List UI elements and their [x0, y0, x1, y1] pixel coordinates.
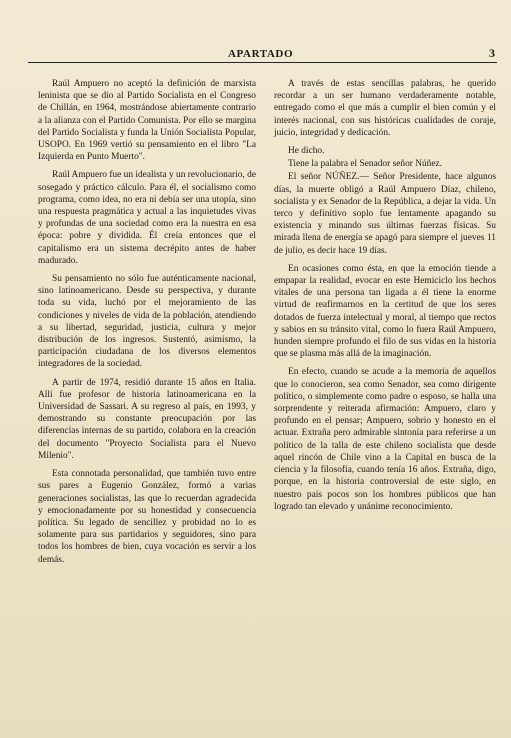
paragraph: Su pensamiento no sólo fue auténticamente nacional, sino latinoamericano. Desde su perspectiva, y durante toda su vida, luchó por el mejoramiento de las condiciones y niveles de vida de la población, atendiendo a su libertad, seguridad, justicia, cultura y mejor distribución de los ingresos. Sustentó, asimismo, la participación ciudadana de los diversos elementos integradores de la sociedad.: [38, 274, 256, 370]
paragraph: Esta connotada personalidad, que también tuvo entre sus pares a Eugenio González, formó a varias generaciones socialistas, las que lo recuerdan agradecida y emocionadamente por su honestidad y consecuencia política. Su legado de sencillez y probidad no lo es solamente para sus partidarios y seguidores, sino para todos los hombres de bien, cuya vocación es servir a los demás.: [38, 469, 256, 565]
paragraph: En ocasiones como ésta, en que la emoción tiende a empapar la realidad, evocar en este Hemiciclo los hechos vitales de una persona tan ligada a él tiene la enorme virtud de reafirmarnos en la certitud de que los seres dotados de fuerza intelectual y moral, al tiempo que rectos y sabios en su tránsito vital, como lo fuera Raúl Ampuero, hunden siempre profundo el filo de sus vidas en la historia que se plasma más allá de la imaginación.: [274, 263, 496, 360]
right-column: [274, 78, 496, 519]
left-column: [38, 78, 256, 572]
paragraph: A través de estas sencillas palabras, he querido recordar a un ser humano verdaderamente notable, entregado como el que más a cumplir el bien común y el interés nacional, con sus históricas cualidades de coraje, juicio, integridad y dedicación.: [274, 79, 496, 138]
paragraph: A partir de 1974, residió durante 15 años en Italia. Allí fue profesor de historia latinoamericana en la Universidad de Sassari. A su regreso al país, en 1993, y demostrando su constante preocupación por las diferencias internas de su partido, colabora en la creación del documento "Proyecto Socialista para el Nuevo Milenio".: [38, 377, 256, 461]
paragraph: Raúl Ampuero fue un idealista y un revolucionario, de sosegado y práctico cálculo. Para él, el socialismo como programa, como idea, no era ni debía ser una utopía, sino una respuesta pragmática y actual a las inquietudes vivas y profundas de una sociedad como era la nuestra en esa época: pobre y dividida. Él creía entonces que el capitalismo era un sistema decrépito antes de haber madurado.: [38, 170, 256, 266]
paragraph: El señor NÚÑEZ.— Señor Presidente, hace algunos días, la muerte obligó a Raúl Ampuero Díaz, chileno, socialista y ex Senador de la República, a dejar la vida. Un terco y definitivo soplo fue lentamente apagando su existencia y minando sus últimas fuerzas físicas. Su mirada llena de energía se apagó para siempre el jueves 11 de julio, es decir hace 19 días.: [274, 172, 496, 256]
paragraph: En efecto, cuando se acude a la memoria de aquellos que lo conocieron, sea como Senador, sea como dirigente político, o simplemente como padre o esposo, se halla una sorprendente y reiterada afirmación: Ampuero, claro y profundo en el pensar; Ampuero, sobrio y honesto en el actuar. Extraña pero admirable sintonía para referirse a un político de la talla de este chileno socialista que desde aquel rincón de Chile vino a la Capital en busca de la ciencia y la filosofía, cuando tenía 16 años. Extraña, digo, porque, en la historia controversial de este siglo, en nuestro país pocos son los hombres públicos que han logrado tan elevado y unánime reconocimiento.: [274, 367, 496, 512]
paragraph: Tiene la palabra el Senador señor Núñez.: [288, 159, 443, 170]
paragraph: Raúl Ampuero no aceptó la definición de marxista leninista que se dio al Partido Socialista en el Congreso de Chillán, en 1964, mostrándose abiertamente contrario a la alianza con el Partido Comunista. Por ello se margina del Partido Socialista y funda la Unión Socialista Popular, USOPO. En 1969 vertió su pensamiento en el libro "La Izquierda en Punto Muerto".: [38, 79, 256, 163]
running-header: [28, 46, 497, 63]
paragraph: He dicho.: [288, 146, 325, 157]
page-number: 3: [489, 46, 495, 60]
section-title: APARTADO: [228, 48, 294, 60]
